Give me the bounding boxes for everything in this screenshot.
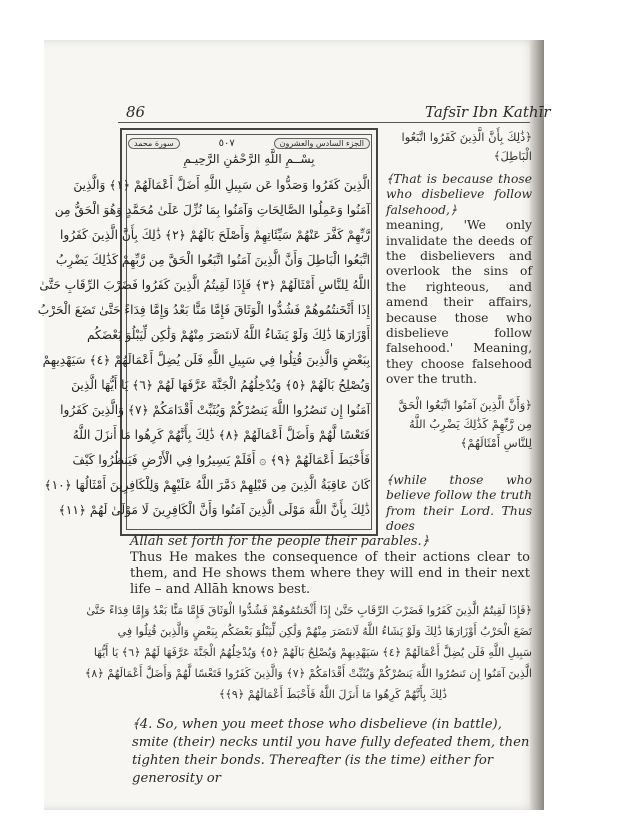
right-column (386, 128, 532, 534)
quran-line: أَوْزَارَهَا ذَٰلِكَ وَلَوْ يَشَاءُ اللَّهُ لَانتَصَرَ مِنْهُمْ وَلَٰكِن لِّيَبْلُوَ بَعْضَكُم (86, 328, 370, 342)
translation-2: ﴾while those who believe follow the truth from their Lord. Thus does (386, 472, 532, 533)
arabic-verse-line: الَّذِينَ آمَنُوا إِن تَنصُرُوا اللَّهَ يَنصُرْكُمْ وَيُثَبِّتْ أَقْدَامَكُمْ ﴿٧﴾ وَالَّذِينَ كَفَرُوا فَتَعْسًا لَّهُمْ وَأَضَلَّ أَعْمَالَهُمْ ﴿٨﴾ (84, 667, 532, 680)
quran-line: إِذَا أَثْخَنتُمُوهُمْ فَشُدُّوا الْوَثَاقَ فَإِمَّا مَنًّا بَعْدُ وَإِمَّا فِدَاءً حَتَّىٰ تَضَعَ الْحَرْبُ (37, 303, 370, 317)
translation-1: ﴾That is because those who disbelieve follow falsehood,﴿ (386, 172, 532, 217)
quran-line: فَأَحْبَطَ أَعْمَالَهُمْ ﴿٩﴾ ۞ أَفَلَمْ يَسِيرُوا فِي الْأَرْضِ فَيَنظُرُوا كَيْفَ (72, 453, 370, 467)
quran-line: فَتَعْسًا لَّهُمْ وَأَضَلَّ أَعْمَالَهُمْ ﴿٨﴾ ذَٰلِكَ بِأَنَّهُمْ كَرِهُوا مَا أَنزَلَ اللَّهُ (72, 428, 370, 442)
basmala-line: بِسْــمِ اللَّهِ الرَّحْمَٰنِ الرَّحِيـمِ (183, 152, 315, 166)
arabic-quote-1: ﴿ذَٰلِكَ بِأَنَّ الَّذِينَ كَفَرُوا اتَّبَعُوا الْبَاطِلَ﴾ (401, 130, 532, 163)
page-edge-shadow (530, 40, 544, 810)
quran-line: اتَّبَعُوا الْبَاطِلَ وَأَنَّ الَّذِينَ آمَنُوا اتَّبَعُوا الْحَقَّ مِن رَّبِّهِمْ كَذَٰلِكَ يَضْرِبُ (55, 253, 370, 267)
header-rule (118, 122, 530, 123)
verse-4-translation: ﴾4. So, when you meet those who disbelieve (in battle), smite (their) necks until you have fully defeated them, then tighten their bonds. Thereafter (is the time) either for generosity or (132, 717, 530, 786)
quran-line: وَيُصْلِحُ بَالَهُمْ ﴿٥﴾ وَيُدْخِلُهُمُ الْجَنَّةَ عَرَّفَهَا لَهُمْ ﴿٦﴾ يَا أَيُّهَا الَّذِينَ (71, 378, 370, 392)
commentary-text: meaning, 'We only invalidate the deeds of the disbelievers and overlook the sins of the righteous, and amend their affairs, because those who disbelieve follow falsehood.' Meaning, they choose falsehood over the truth. (386, 218, 532, 387)
running-head: Tafsīr Ibn Kathīr (425, 103, 551, 121)
body-text (130, 534, 530, 598)
quran-box-juz-tag: الجزء السادس والعشرون (274, 138, 370, 149)
explanation-paragraph: Thus He makes the consequence of their actions clear to them, and He shows them where they will end in their next life – and Allāh knows best. (130, 550, 530, 597)
arabic-verse-block (84, 600, 532, 705)
quran-line: الَّذِينَ كَفَرُوا وَصَدُّوا عَن سَبِيلِ اللَّهِ أَضَلَّ أَعْمَالَهُمْ ﴿١﴾ وَالَّذِينَ (73, 178, 370, 192)
arabic-verse-line: سَبِيلِ اللَّهِ فَلَن يُضِلَّ أَعْمَالَهُمْ ﴿٤﴾ سَيَهْدِيهِمْ وَيُصْلِحُ بَالَهُمْ ﴿٥﴾ وَيُدْخِلُهُمُ الْجَنَّةَ عَرَّفَهَا لَهُمْ ﴿٦﴾ يَا أَيُّهَا (93, 646, 532, 659)
quran-line: ذَٰلِكَ بِأَنَّ اللَّهَ مَوْلَى الَّذِينَ آمَنُوا وَأَنَّ الْكَافِرِينَ لَا مَوْلَىٰ لَهُمْ ﴿١١﴾ (58, 503, 370, 517)
arabic-verse-line: تَضَعَ الْحَرْبُ أَوْزَارَهَا ذَٰلِكَ وَلَوْ يَشَاءُ اللَّهُ لَانتَصَرَ مِنْهُمْ وَلَٰكِن لِّيَبْلُوَ بَعْضَكُم بِبَعْضٍ وَالَّذِينَ قُتِلُوا فِي (117, 625, 532, 638)
arabic-verse-line: ﴿فَإِذَا لَقِيتُمُ الَّذِينَ كَفَرُوا فَضَرْبَ الرِّقَابِ حَتَّىٰ إِذَا أَثْخَنتُمُوهُمْ فَشُدُّوا الْوَثَاقَ فَإِمَّا مَنًّا بَعْدُ وَإِمَّا فِدَاءً حَتَّىٰ (86, 604, 532, 617)
quran-box-page-number: ٥٠٧ (218, 137, 235, 149)
quran-line: كَانَ عَاقِبَةُ الَّذِينَ مِن قَبْلِهِمْ دَمَّرَ اللَّهُ عَلَيْهِمْ وَلِلْكَافِرِينَ أَمْثَالُهَا ﴿١٠﴾ (44, 478, 370, 492)
translation-2-end: Allāh set forth for the people their parables.﴿ (130, 534, 430, 549)
quran-line: آمَنُوا إِن تَنصُرُوا اللَّهَ يَنصُرْكُمْ وَيُثَبِّتْ أَقْدَامَكُمْ ﴿٧﴾ وَالَّذِينَ كَفَرُوا (60, 403, 370, 417)
arabic-quote-2: ﴿وَأَنَّ الَّذِينَ آمَنُوا اتَّبَعُوا الْحَقَّ مِن رَّبِّهِمْ كَذَٰلِكَ يَضْرِبُ اللَّهُ لِلنَّاسِ أَمْثَالَهُمْ﴾ (398, 397, 532, 450)
page-number: 86 (126, 103, 146, 121)
quran-page-box (37, 128, 378, 536)
quran-line: رَّبِّهِمْ كَفَّرَ عَنْهُمْ سَيِّئَاتِهِمْ وَأَصْلَحَ بَالَهُمْ ﴿٢﴾ ذَٰلِكَ بِأَنَّ الَّذِينَ كَفَرُوا (59, 228, 370, 242)
quran-box-header (128, 134, 370, 152)
quran-line: بِبَعْضٍ وَالَّذِينَ قُتِلُوا فِي سَبِيلِ اللَّهِ فَلَن يُضِلَّ أَعْمَالَهُمْ ﴿٤﴾ سَيَهْدِيهِمْ (42, 353, 370, 367)
arabic-verse-line: ذَٰلِكَ بِأَنَّهُمْ كَرِهُوا مَا أَنزَلَ اللَّهُ فَأَحْبَطَ أَعْمَالَهُمْ ﴿٩﴾﴾ (218, 688, 448, 701)
quran-line: آمَنُوا وَعَمِلُوا الصَّالِحَاتِ وَآمَنُوا بِمَا نُزِّلَ عَلَىٰ مُحَمَّدٍ وَهُوَ الْحَقُّ مِن (54, 203, 370, 217)
quran-line: اللَّهُ لِلنَّاسِ أَمْثَالَهُمْ ﴿٣﴾ فَإِذَا لَقِيتُمُ الَّذِينَ كَفَرُوا فَضَرْبَ الرِّقَابِ حَتَّىٰ (39, 278, 370, 292)
quran-box-surah-tag: سورة محمد (128, 138, 180, 149)
